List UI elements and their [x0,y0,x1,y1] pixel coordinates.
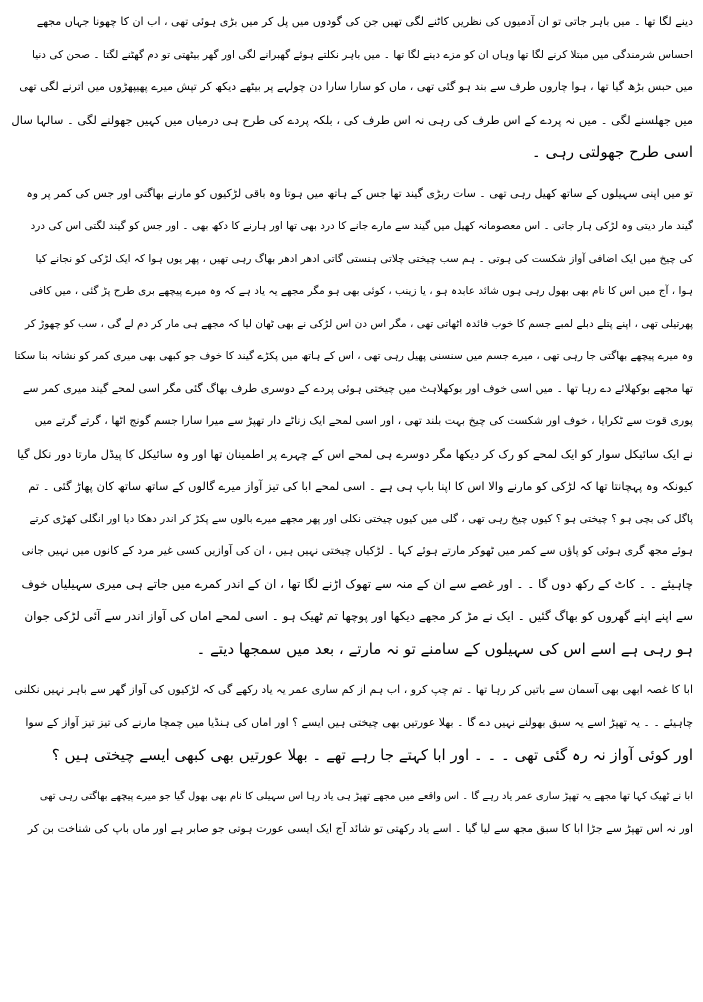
text-line: کیونکہ وہ پہچانتا تھا کہ لڑکی کو مارنے والا اس کا اپنا باپ ہی ہے ۔ اسی لمحے ابا کی تیز آواز میرے گالوں کے ساتھ ساتھ کان پھاڑ گئی ۔ تم [28,479,693,493]
paragraph-2 [10,178,693,666]
text-line: ہوا ، آج میں اس کا نام بھی بھول رہی ہوں شائد عابدہ ہو ، یا زینب ، کوئی بھی ہو مگر مجھے یہ یاد ہے کہ وہ میرے پیچھے بری طرح پڑ گئی ، میں کافی [29,285,693,297]
text-line: چاہیئے ۔ ۔ یہ تھپڑ اسے یہ سبق بھولنے نہیں دے گا ۔ بھلا عورتیں بھی چیختی ہیں ایسے ؟ اور اماں کی ہنڈیا میں چمچا مارنے کی تیز تیز آواز کے سوا [25,715,693,729]
text-line: میں حبس بڑھ گیا تھا ، ہوا چاروں طرف سے بند ہو گئی تھی ، ماں کو سارا سارا دن چولہے پر بیٹھے دیکھ کر تپش میرے پھیپھڑوں میں اترنے لگی تھی [19,80,693,93]
text-line: گیند مار دیتی وہ لڑکی ہار جاتی ۔ اس معصومانہ کھیل میں گیند سے مارے جانے کا درد بھی تھا اور ہارنے کا دکھ بھی ۔ اور جس کو گیند لگتی اس کی درد [30,220,693,232]
text-line: سے اپنے اپنے گھروں کو بھاگ گئیں ۔ ایک نے مڑ کر مجھے دیکھا اور پوچھا تم ٹھیک ہو ۔ اسی لمحے اماں کی آواز اندر سے آئی لڑکی جوان [24,609,693,623]
text-line: کی چیخ میں ایک اضافی آواز شکست کی ہوتی ۔ ہم سب چیختی چلاتی ہنستی گاتی ادھر ادھر بھاگ رہی تھیں ، پھر یوں ہوا کہ ایک لڑکی کو نجانے کیا [35,252,693,265]
text-line: پھرتیلی تھی ، اپنے پتلے دبلے لمبے جسم کا خوب فائدہ اٹھاتی تھی ، مگر اس دن اس لڑکی نے بھی ٹھان لیا کہ مجھے ہی مار کر دم لے گی ، سب کو چھوڑ کر [25,317,693,330]
text-line: اور نہ اس تھپڑ سے جڑا ابا کا سبق مجھ سے لیا گیا ۔ اسے یاد رکھتی تو شائد آج ایک ایسی عورت ہوتی جو صابر ہے اور ماں باپ کی شناخت بن کر [27,822,693,835]
text-line: ہوئے مجھ گری ہوئی کو پاؤں سے کمر میں ٹھوکر مارتے ہوئے کہا ۔ لڑکیاں چیختی نہیں ہیں ، ان کی آوازیں کسی غیر مرد کے کانوں میں نہیں جانی [21,544,693,557]
paragraph-1 [10,6,693,169]
text-line: تھا مجھے بوکھلائے دے رہا تھا ۔ میں اسی خوف اور بوکھلاہٹ میں چیختی ہوئی پردے کے دوسری طرف بھاگ گئی مگر اسی لمحے گیند میری کمر سے [22,381,693,395]
text-line: اور کوئی آواز نہ رہ گئی تھی ۔ ۔ ۔ اور ابا کہتے جا رہے تھے ۔ بھلا عورتیں بھی کبھی ایسے چیختی ہیں ؟ [51,746,693,764]
text-line: پوری قوت سے ٹکرایا ، خوف اور شکست کی چیخ بہت بلند تھی ، اور اسی لمحے ایک زناٹے دار تھپڑ سے میرا سارا جسم گونج اٹھا ، گرتے گرتے میں [34,414,693,427]
text-line: ابا نے ٹھیک کہا تھا مجھے یہ تھپڑ ساری عمر یاد رہے گا ۔ اس واقعے میں مجھے تھپڑ ہی یاد رہا اس سہیلی کا نام بھی بھول گیا جو میرے پیچھے بھاگتی رہی تھی [39,790,693,802]
text-line: تو میں اپنی سہیلوں کے ساتھ کھیل رہی تھی ۔ سات ربڑی گیند تھا جس کے ہاتھ میں ہوتا وہ باقی لڑکیوں کو مارنے بھاگتی اور جس کی کمر پر وہ [26,186,693,200]
text-line: چاہیئے ۔ ۔ کاٹ کے رکھ دوں گا ۔ ۔ اور غصے سے ان کے منہ سے تھوک اڑنے لگا تھا ، ان کے اندر کمرے میں جاتے ہی میری سہیلیاں خوف [21,576,693,591]
text-line: پاگل کی بچی ہو ؟ چیختی ہو ؟ کیوں چیخ رہی تھی ، گلی میں کیوں چیختی نکلی اور پھر مجھے میرے بالوں سے پکڑ کر اندر دھکا دیا اور انگلی کھڑی کرتے [29,512,693,525]
text-line: ابا کا غصہ ابھی بھی آسمان سے باتیں کر رہا تھا ۔ تم چپ کرو ، اب ہم از کم ساری عمر یہ یاد رکھے گی کہ لڑکیوں کی آواز گھر سے باہر نہیں نکلنی [14,683,693,696]
text-line: وہ میرے پیچھے بھاگتی جا رہی تھی ، میرے جسم میں سنسنی پھیل رہی تھی ، اس کے ہاتھ میں پکڑے گیند کا خوف جو کبھی بھی میری کمر کو نشانہ بنا سکتا [14,350,693,362]
text-line: اسی طرح جھولتی رہی ۔ [531,143,693,161]
text-line: ہو رہی ہے اسے اس کی سہیلوں کے سامنے تو نہ مارتے ، بعد میں سمجھا دیتے ۔ [196,639,693,658]
paragraph-4 [10,781,693,846]
text-line: نے ایک سائیکل سوار کو ایک لمحے کو رک کر دیکھا مگر دوسرے ہی لمحے اس کے چہرے پر اطمینان تھا اور وہ سائیکل کا پیڈل مارتا دور نکل گیا [17,446,693,461]
text-line: میں جھلسنے لگی ۔ میں نہ پردے کے اس طرف کی رہی نہ اس طرف کی ، بلکہ پردے کی طرح ہی درمیاں میں کہیں جھولنے لگی ۔ سالہا سال [11,112,693,127]
paragraph-3 [10,674,693,772]
text-line: دینے لگا تھا ۔ میں باہر جاتی تو ان آدمیوں کی نظریں کاٹنے لگی تھیں جن کی گودوں میں پل کر میں بڑی ہوئی تھی ، اب ان کا چھونا جہاں مجھے [36,15,693,28]
text-line: احساس شرمندگی میں مبتلا کرنے لگا تھا وہاں ان کو مزے دینے لگا تھا ۔ میں باہر نکلتے ہوئے گھبرانے لگی اور گھر بیٹھتی تو دم گھٹنے لگتا ۔ صحن کی دنیا [32,48,693,61]
